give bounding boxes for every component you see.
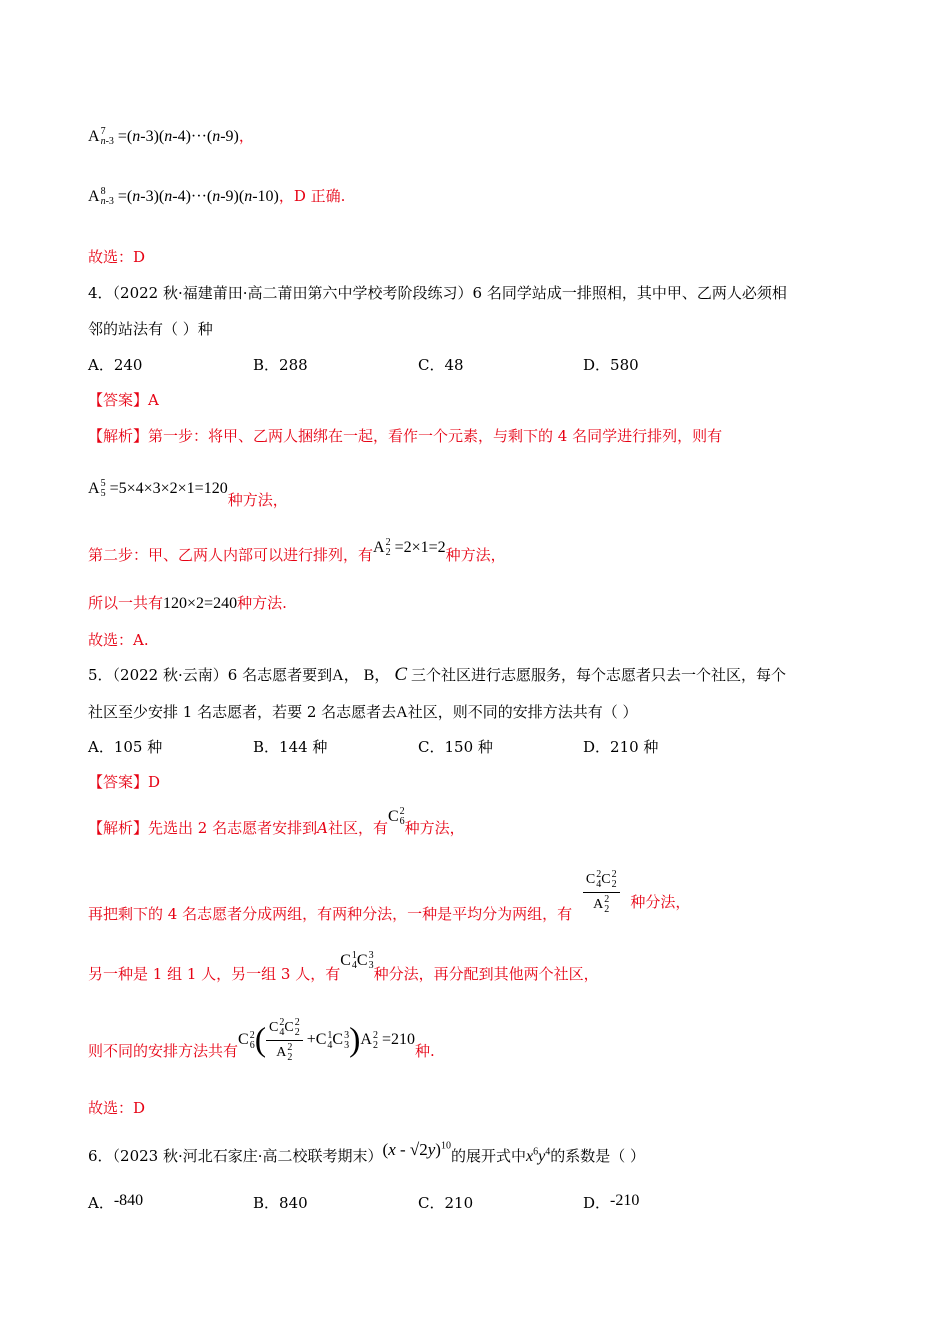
q4-answer-choice: 故选：A. — [88, 631, 149, 649]
q4-number: 4． — [88, 284, 113, 302]
q4-stem-text1: （2022 秋·福建莆田·高二莆田第六中学校考阶段练习）6 名同学站成一排照相，其中甲、乙两人必须相 — [112, 284, 787, 302]
q4-analysis-line3: 第二步：甲、乙两人内部可以进行排列，有A 2 2 =2×1=2种方法， — [88, 537, 506, 564]
q6-option-c: C．210 — [418, 1194, 474, 1212]
q4-stem-line2: 邻的站法有（ ）种 — [88, 320, 213, 338]
q3-answer-choice: 故选：D — [88, 248, 146, 266]
q6-stem: 6．（2023 秋·河北石家庄·高二校联考期末）(x - √2y)$^{10}$的展开式中$x^6y^4$的系数是（ ） — [88, 1140, 645, 1165]
q5-option-a: A．105 种 — [88, 738, 163, 756]
q5-analysis-line1: 【解析】先选出 2 名志愿者安排到A社区，有C 2 6 种方法， — [88, 806, 465, 837]
q4-option-a: A．240 — [88, 356, 143, 374]
q4-option-c: C．48 — [418, 356, 464, 374]
q4-option-d: D．580 — [583, 356, 639, 374]
q6-binomial-expression: (x - √2y)$^{10}$ — [382, 1140, 451, 1159]
q5-answer-choice: 故选：D — [88, 1099, 146, 1117]
q5-formula-total: C 2 6 ( C 2 4 C 2 2 A 2 2 +C 1 4 C 3 3 )A 2 2 =210 — [238, 1017, 415, 1064]
q6-option-d: D．-210 — [583, 1192, 640, 1212]
formula-a8: A 8 n-3 =(n-3)(n-4)···(n-9)(n-10) — [88, 186, 279, 208]
q4-option-b: B．288 — [253, 356, 308, 374]
q5-formula-c41c33: C 1 4 C 3 3 — [340, 950, 374, 972]
q3-formula-a7 — [88, 126, 254, 147]
q3-line1-suffix: ， — [238, 127, 254, 145]
q4-analysis-line2-text: 种方法， — [227, 491, 288, 509]
q5-answer: 【答案】D — [88, 773, 161, 791]
q4-answer: 【答案】A — [88, 391, 159, 409]
q4-formula-total: 120×2=240 — [163, 595, 238, 612]
q5-stem-line1: 5．（2022 秋·云南）6 名志愿者要到A， B， C 三个社区进行志愿服务，每个志愿者只去一个社区，每个 — [88, 664, 787, 685]
q5-formula-grouping: C 2 4 C 2 2 A 2 2 — [583, 870, 620, 915]
q5-stem-line2: 社区至少安排 1 名志愿者，若要 2 名志愿者去A社区，则不同的安排方法共有（ ） — [88, 703, 638, 721]
q4-formula-a55: A 5 5 =5×4×3×2×1=120 — [88, 478, 228, 500]
q6-term-x6y4: $x^6y^4$ — [525, 1146, 551, 1165]
q4-stem-line1 — [88, 283, 787, 303]
q4-analysis-line2 — [88, 478, 288, 509]
q5-formula-c62: C 2 6 — [387, 806, 405, 828]
q5-option-d: D．210 种 — [583, 738, 659, 756]
q5-analysis-line3: 另一种是 1 组 1 人，另一组 3 人，有C 1 4 C 3 3 种分法，再分配到其他两个社区， — [88, 950, 599, 983]
q4-analysis-line1: 【解析】第一步：将甲、乙两人捆绑在一起，看作一个元素，与剩下的 4 名同学进行排列，则有 — [88, 427, 723, 445]
q5-option-b: B．144 种 — [253, 738, 328, 756]
q5-var-a: A — [396, 704, 408, 721]
q5-analysis-line4: 则不同的安排方法共有C 2 6 ( C 2 4 C 2 2 A 2 2 +C 1 4 C 3 3 )A 2 2 =210种. — [88, 1017, 435, 1064]
q4-analysis-line4: 所以一共有120×2=240种方法. — [88, 594, 287, 612]
q5-var-abc: A， B， C — [332, 664, 407, 685]
q4-formula-a22: A 2 2 =2×1=2 — [373, 537, 446, 559]
formula-a7: A 7 n-3 =(n-3)(n-4)···(n-9) — [88, 126, 239, 148]
q5-option-c: C．150 种 — [418, 738, 493, 756]
q6-option-a: A．-840 — [88, 1192, 144, 1212]
q3-formula-a8 — [88, 186, 345, 207]
q3-line2-suffix: ，D 正确. — [278, 187, 346, 205]
q5-var-a-italic: A — [317, 819, 328, 837]
q5-analysis-line2: 再把剩下的 4 名志愿者分成两组，有两种分法，一种是平均分为两组，有 C 2 4 C 2 2 A 2 2 种分法， — [88, 869, 691, 923]
q6-option-b: B．840 — [253, 1194, 308, 1212]
